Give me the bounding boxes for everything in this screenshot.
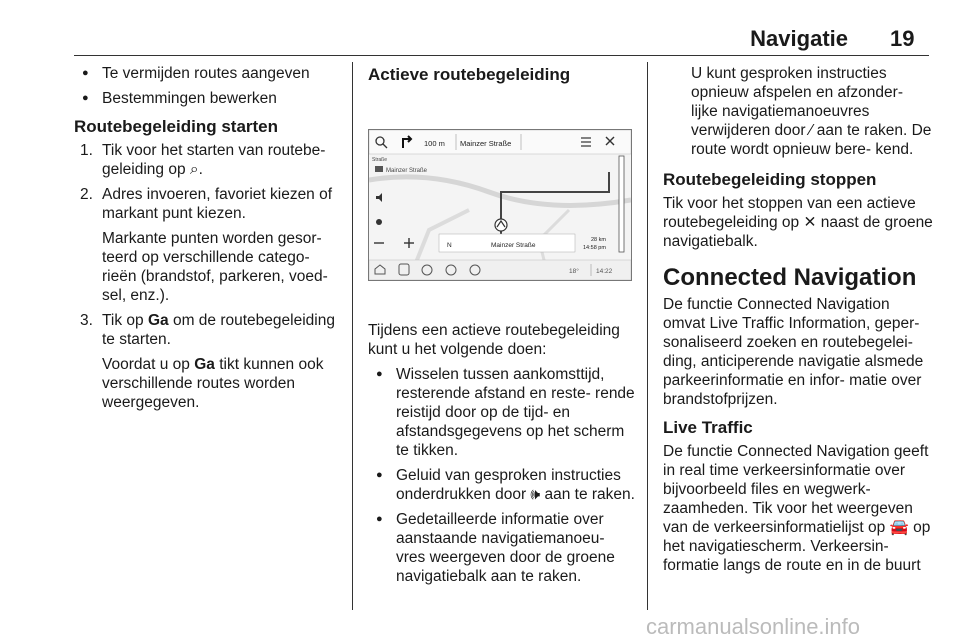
page-number: 19	[890, 26, 915, 51]
section-heading: Routebegeleiding starten	[74, 117, 279, 136]
ga-keyword: Ga	[194, 356, 215, 373]
nav-street-bottom: Mainzer Straße	[491, 242, 536, 249]
section-heading: Routebegeleiding stoppen	[663, 170, 877, 189]
step-text: Adres invoeren, favoriet kiezen of markant punt kiezen.	[102, 186, 333, 222]
column-3	[663, 64, 933, 575]
column-2	[368, 64, 636, 85]
step-2-note: Markante punten worden gesor- teerd op verschillende catego- rieën (brandstof, parkeren, voed- sel, enz.).	[102, 230, 328, 304]
step-number: 2.	[80, 186, 93, 203]
column-divider-1	[352, 62, 353, 610]
paragraph-live-traffic: De functie Connected Navigation geeft in real time verkeersinformatie over bijvoorbeeld files en wegwerk- zaamheden. Tik voor het weergeven van de verkeersinformatielijst op 🚘 op het navigatiescherm. Verkeersin- formatie langs de route en in de buurt	[663, 443, 931, 574]
paragraph-connected: De functie Connected Navigation omvat Live Traffic Information, geper- sonaliseerd zoeken en routebegelei- ding, anticiperende navigatie alsmede parkeerinformatie en infor- matie over brandstofprijzen.	[663, 296, 924, 408]
status-temperature: 18°	[569, 268, 579, 275]
navigation-screen-graphic	[369, 130, 631, 280]
intro-text: Tijdens een actieve routebegeleiding kunt u het volgende doen:	[368, 322, 620, 358]
map-label: Straße	[372, 157, 388, 163]
nav-distance: 100 m	[424, 139, 445, 148]
navigation-screen	[368, 129, 632, 281]
column-1	[74, 64, 342, 412]
step-3-note	[74, 355, 342, 412]
settings-icon	[376, 219, 382, 225]
note-pre: Voordat u op	[102, 356, 195, 373]
section-heading: Live Traffic	[663, 418, 753, 437]
step-number: 3.	[80, 312, 93, 329]
step-1	[74, 141, 342, 179]
step-number: 1.	[80, 142, 93, 159]
compass-label: N	[447, 242, 452, 249]
eta-distance: 28 km	[591, 237, 606, 243]
step-text-pre: Tik op	[102, 312, 148, 329]
page-header-title: Navigatie	[750, 26, 848, 51]
bullet-item: ● Te vermijden routes aangeven	[74, 64, 342, 83]
ga-keyword: Ga	[147, 312, 169, 329]
bullet-item: ● Wisselen tussen aankomsttijd, resterende afstand en reste- rende reistijd door op de tijd- en afstandsgegevens op het scherm te tikken.	[368, 365, 636, 460]
route-progress-bar	[619, 156, 624, 252]
step-3	[74, 311, 342, 349]
step-text: Tik voor het starten van routebe- geleiding op ⌕.	[102, 142, 326, 178]
eta-time: 14:58 pm	[583, 245, 606, 251]
header-rule	[74, 55, 929, 56]
paragraph-stop: Tik voor het stoppen van een actieve routebegeleiding op ✕ naast de groene navigatiebalk.	[663, 195, 933, 250]
bullet-item: ● Bestemmingen bewerken	[74, 89, 342, 108]
map-street-label: Mainzer Straße	[386, 168, 428, 174]
chapter-heading: Connected Navigation	[663, 264, 917, 291]
bullet-item: ● Gedetailleerde informatie over aanstaande navigatiemanoeu- vres weergeven door de groene navigatiebalk aan te raken.	[368, 510, 636, 586]
note-post: tikt kunnen ook verschillende routes worden weergegeven.	[102, 356, 324, 411]
nav-street-top: Mainzer Straße	[460, 139, 512, 148]
status-clock: 14:22	[596, 268, 613, 275]
column-divider-2	[647, 62, 648, 610]
paragraph-replay: U kunt gesproken instructies opnieuw afspelen en afzonder- lijke navigatiemanoeuvres verwijderen door ⁄ aan te raken. De route wordt opnieuw bere- kend.	[691, 65, 932, 158]
step-text-post: om de routebegeleiding te starten.	[102, 312, 335, 348]
watermark: carmanualsonline.info	[646, 614, 861, 639]
section-heading: Actieve routebegeleiding	[368, 65, 571, 84]
step-2	[74, 185, 342, 223]
column-2-body	[368, 321, 636, 586]
bullet-item: ● Geluid van gesproken instructies onderdrukken door 🕪 aan te raken.	[368, 466, 636, 504]
